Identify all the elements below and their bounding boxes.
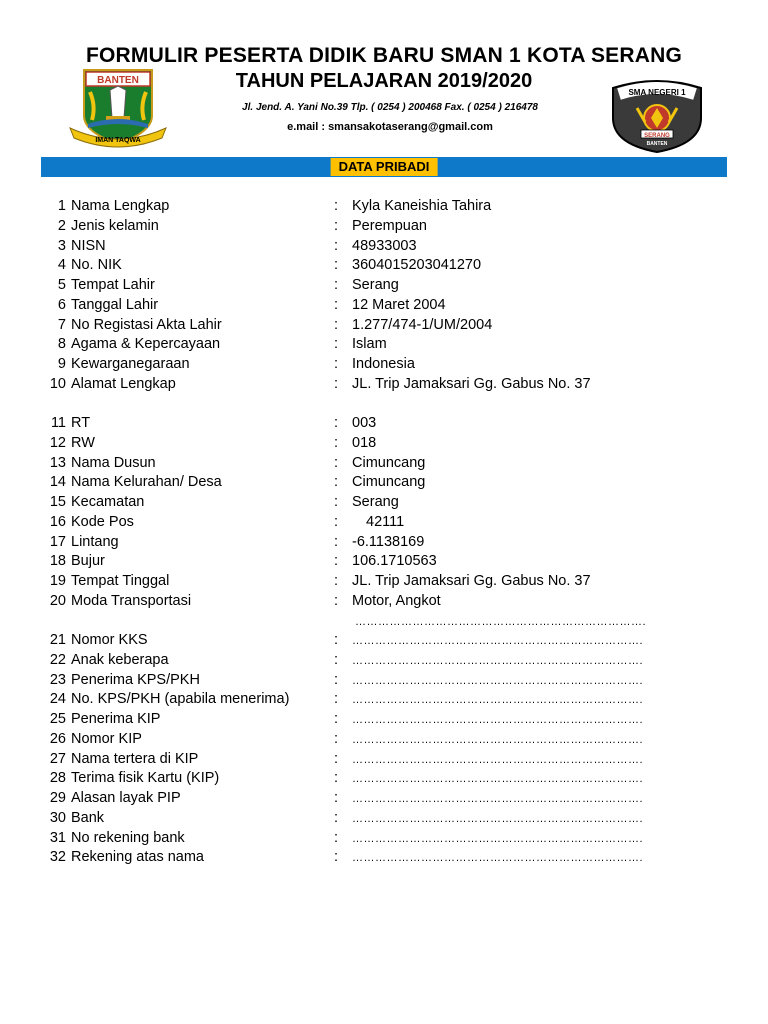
field-label: No. KPS/PKH (apabila menerima) bbox=[71, 691, 290, 708]
field-row bbox=[0, 670, 768, 690]
field-number: 12 bbox=[49, 434, 66, 451]
section-header-bar bbox=[41, 157, 727, 177]
field-label: Kewarganegaraan bbox=[71, 356, 190, 372]
field-value: 106.1710563 bbox=[352, 553, 437, 570]
form-title-line1: FORMULIR PESERTA DIDIK BARU SMAN 1 KOTA SERANG bbox=[85, 44, 683, 67]
field-value: Cimuncang bbox=[352, 474, 426, 491]
field-number: 10 bbox=[49, 375, 66, 392]
field-row bbox=[0, 374, 768, 394]
field-row bbox=[0, 828, 768, 848]
logo-right-top-text: SMA NEGERI 1 bbox=[628, 88, 686, 97]
field-row bbox=[0, 196, 768, 216]
field-label: Nama Lengkap bbox=[71, 198, 170, 214]
field-row bbox=[0, 334, 768, 354]
field-colon: : bbox=[334, 849, 339, 866]
field-blank-dots: …………………………………………………………………. bbox=[352, 714, 644, 726]
field-label: Lintang bbox=[71, 533, 119, 550]
field-number: 13 bbox=[49, 454, 66, 471]
field-label: Moda Transportasi bbox=[71, 592, 192, 609]
field-colon: : bbox=[334, 691, 339, 708]
field-colon: : bbox=[334, 415, 339, 431]
field-label: Anak keberapa bbox=[71, 651, 169, 668]
field-row bbox=[0, 492, 768, 512]
field-row bbox=[0, 255, 768, 275]
field-number: 4 bbox=[57, 257, 66, 274]
field-row bbox=[0, 709, 768, 729]
field-number: 31 bbox=[49, 829, 66, 846]
field-label: No. NIK bbox=[71, 257, 122, 274]
field-label: No rekening bank bbox=[71, 829, 185, 846]
field-colon: : bbox=[334, 592, 339, 609]
field-row bbox=[0, 433, 768, 453]
field-value: Kyla Kaneishia Tahira bbox=[352, 198, 492, 214]
field-label: Terima fisik Kartu (KIP) bbox=[71, 770, 220, 787]
logo-right-sub-text: BANTEN bbox=[646, 141, 668, 147]
school-email: e.mail : smansakotaserang@gmail.com bbox=[287, 121, 493, 133]
field-blank-dots: …………………………………………………………………. bbox=[352, 753, 644, 766]
logo-left-bottom-text: IMAN TAQWA bbox=[95, 137, 141, 144]
field-colon: : bbox=[334, 829, 339, 846]
field-number: 8 bbox=[57, 336, 66, 353]
field-blank-dots: …………………………………………………………………. bbox=[352, 694, 644, 707]
field-value: 42111 bbox=[366, 513, 405, 530]
field-label: Kecamatan bbox=[71, 494, 145, 510]
field-colon: : bbox=[334, 671, 339, 688]
field-value: Cimuncang bbox=[352, 454, 426, 471]
field-colon: : bbox=[334, 474, 339, 491]
field-number: 23 bbox=[49, 671, 66, 688]
field-colon: : bbox=[334, 454, 339, 471]
field-colon: : bbox=[334, 750, 339, 767]
field-row bbox=[0, 591, 768, 611]
field-label: Jenis kelamin bbox=[71, 217, 159, 234]
field-value: Perempuan bbox=[352, 217, 427, 234]
field-label: Nama tertera di KIP bbox=[71, 750, 199, 767]
field-row bbox=[0, 472, 768, 492]
field-row bbox=[0, 275, 768, 295]
field-value: Motor, Angkot bbox=[352, 592, 441, 609]
field-label: Penerima KPS/PKH bbox=[71, 671, 200, 688]
field-colon: : bbox=[334, 809, 339, 826]
field-row bbox=[0, 295, 768, 315]
field-row bbox=[0, 749, 768, 769]
field-row bbox=[0, 689, 768, 709]
field-colon: : bbox=[334, 770, 339, 787]
field-blank-dots: …………………………………………………………………. bbox=[352, 733, 644, 746]
field-row bbox=[0, 512, 768, 532]
field-colon: : bbox=[334, 375, 339, 392]
field-row bbox=[0, 413, 768, 433]
field-row bbox=[0, 808, 768, 828]
field-colon: : bbox=[334, 434, 339, 451]
field-number: 18 bbox=[49, 553, 66, 570]
field-row bbox=[0, 551, 768, 571]
school-address: Jl. Jend. A. Yani No.39 Tlp. ( 0254 ) 200468 Fax. ( 0254 ) 216478 bbox=[242, 102, 538, 113]
field-blank-dots: …………………………………………………………………. bbox=[352, 674, 644, 687]
field-row bbox=[0, 847, 768, 867]
field-row bbox=[0, 236, 768, 256]
field-number: 17 bbox=[49, 533, 66, 550]
field-value: 1.277/474-1/UM/2004 bbox=[352, 316, 493, 333]
field-label: Bujur bbox=[71, 553, 105, 570]
field-row bbox=[0, 532, 768, 552]
field-row bbox=[0, 788, 768, 808]
field-label: RT bbox=[71, 415, 91, 431]
field-blank-dots: …………………………………………………………………. bbox=[352, 793, 644, 805]
field-value: Serang bbox=[352, 277, 399, 293]
field-label: Penerima KIP bbox=[71, 711, 161, 727]
field-colon: : bbox=[334, 632, 339, 648]
field-value: JL. Trip Jamaksari Gg. Gabus No. 37 bbox=[352, 573, 591, 589]
field-number: 9 bbox=[57, 356, 66, 372]
field-colon: : bbox=[334, 494, 339, 510]
field-colon: : bbox=[334, 573, 339, 589]
field-blank-dots: …………………………………………………………………. bbox=[352, 654, 644, 667]
field-number: 11 bbox=[50, 415, 66, 431]
field-number: 20 bbox=[49, 592, 66, 609]
field-colon: : bbox=[334, 356, 339, 372]
field-value: Indonesia bbox=[352, 356, 415, 372]
field-number: 25 bbox=[49, 711, 66, 727]
field-number: 6 bbox=[57, 296, 66, 313]
field-number: 24 bbox=[49, 691, 66, 708]
field-number: 29 bbox=[49, 790, 66, 806]
section-title: DATA PRIBADI bbox=[331, 158, 438, 176]
field-colon: : bbox=[334, 316, 339, 333]
field-label: Nama Kelurahan/ Desa bbox=[71, 474, 222, 491]
field-row bbox=[0, 354, 768, 374]
logo-right-bottom-text: SERANG bbox=[644, 133, 670, 139]
field-row bbox=[0, 216, 768, 236]
field-number: 28 bbox=[49, 770, 66, 787]
field-row bbox=[0, 729, 768, 749]
field-label: Rekening atas nama bbox=[71, 849, 204, 866]
field-blank-dots: …………………………………………………………………. bbox=[352, 852, 644, 865]
field-colon: : bbox=[334, 553, 339, 570]
field-colon: : bbox=[334, 730, 339, 747]
field-value: 48933003 bbox=[352, 237, 417, 254]
field-number: 19 bbox=[49, 573, 66, 589]
field-label: NISN bbox=[71, 237, 106, 254]
field-blank-dots: …………………………………………………………………. bbox=[352, 832, 644, 845]
field-value: 003 bbox=[352, 415, 377, 431]
field-label: Bank bbox=[71, 809, 105, 826]
school-emblem-logo bbox=[609, 78, 705, 154]
field-value: Serang bbox=[352, 494, 399, 510]
field-number: 16 bbox=[49, 513, 66, 530]
field-label: Tempat Lahir bbox=[71, 277, 155, 293]
field-label: Nama Dusun bbox=[71, 454, 156, 471]
field-row bbox=[0, 768, 768, 788]
field-colon: : bbox=[334, 651, 339, 668]
field-label: Nomor KKS bbox=[71, 632, 148, 648]
field-colon: : bbox=[334, 533, 339, 550]
field-colon: : bbox=[334, 277, 339, 293]
field-number: 21 bbox=[49, 632, 66, 648]
field-label: Alamat Lengkap bbox=[71, 375, 176, 392]
field-number: 27 bbox=[49, 750, 66, 767]
field-colon: : bbox=[334, 513, 339, 530]
field-blank-dots: …………………………………………………………………. bbox=[352, 773, 644, 786]
field-number: 14 bbox=[49, 474, 66, 491]
field-value: 018 bbox=[352, 434, 377, 451]
field-number: 1 bbox=[57, 198, 66, 214]
field-row bbox=[0, 630, 768, 650]
field-value: -6.1138169 bbox=[352, 533, 425, 550]
field-label: Tempat Tinggal bbox=[71, 573, 170, 589]
field-colon: : bbox=[334, 237, 339, 254]
field-number: 7 bbox=[57, 316, 66, 333]
field-label: Kode Pos bbox=[71, 513, 134, 530]
field-label: No Registasi Akta Lahir bbox=[71, 316, 222, 333]
field-label: Agama & Kepercayaan bbox=[71, 336, 221, 353]
field-label: Alasan layak PIP bbox=[71, 790, 181, 806]
field-number: 22 bbox=[49, 651, 66, 668]
field-colon: : bbox=[334, 336, 339, 353]
field-value: 3604015203041270 bbox=[352, 257, 482, 274]
field-colon: : bbox=[334, 198, 339, 214]
field-number: 15 bbox=[49, 494, 66, 510]
form-title-line2: TAHUN PELAJARAN 2019/2020 bbox=[235, 70, 533, 92]
field-row bbox=[0, 315, 768, 335]
field-label: RW bbox=[71, 434, 95, 451]
field-colon: : bbox=[334, 296, 339, 313]
field-colon: : bbox=[334, 790, 339, 806]
field-value: 12 Maret 2004 bbox=[352, 296, 446, 313]
field-number: 32 bbox=[49, 849, 66, 866]
field-number: 30 bbox=[49, 809, 66, 826]
field-row bbox=[0, 571, 768, 591]
field-label: Nomor KIP bbox=[71, 730, 142, 747]
field-row bbox=[0, 453, 768, 473]
field-value: JL. Trip Jamaksari Gg. Gabus No. 37 bbox=[352, 375, 591, 392]
field-number: 5 bbox=[57, 277, 66, 293]
field-number: 3 bbox=[57, 237, 66, 254]
field-row bbox=[0, 650, 768, 670]
field-number: 2 bbox=[57, 217, 66, 234]
field-label: Tanggal Lahir bbox=[71, 296, 159, 313]
moda-transportasi-continuation-dots: …………………………………………………………………. bbox=[355, 616, 647, 628]
field-blank-dots: …………………………………………………………………. bbox=[352, 635, 644, 647]
logo-left-top-text: BANTEN bbox=[97, 75, 139, 86]
field-number: 26 bbox=[49, 730, 66, 747]
banten-emblem-logo bbox=[66, 66, 170, 148]
field-colon: : bbox=[334, 217, 339, 234]
field-colon: : bbox=[334, 257, 339, 274]
field-colon: : bbox=[334, 711, 339, 727]
field-value: Islam bbox=[352, 336, 387, 353]
field-blank-dots: …………………………………………………………………. bbox=[352, 812, 644, 825]
